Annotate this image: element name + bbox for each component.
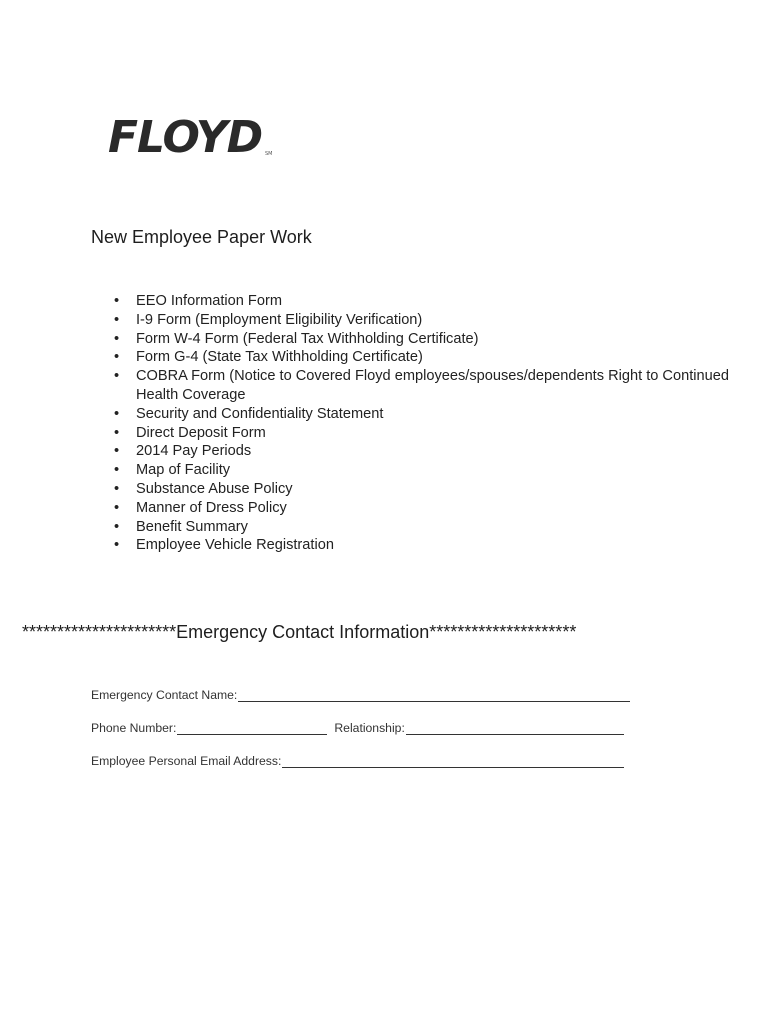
emergency-contact-name-label: Emergency Contact Name: bbox=[91, 688, 238, 702]
form-list-item bbox=[112, 518, 732, 537]
form-list-item-text: 2014 Pay Periods bbox=[136, 443, 252, 460]
bullet-icon: • bbox=[114, 405, 120, 422]
form-list-item bbox=[112, 348, 732, 367]
bullet-icon: • bbox=[114, 462, 120, 479]
bullet-icon: • bbox=[114, 480, 120, 497]
bullet-icon: • bbox=[114, 424, 120, 441]
page-title: New Employee Paper Work bbox=[91, 227, 312, 247]
form-list-item-text: COBRA Form (Notice to Covered Floyd employees/spouses/dependents Right to Continued Health Coverage bbox=[136, 368, 729, 403]
form-list-item bbox=[112, 330, 732, 349]
email-row bbox=[91, 754, 624, 768]
bullet-icon: • bbox=[114, 311, 120, 328]
phone-number-label: Phone Number: bbox=[91, 721, 177, 735]
relationship-label: Relationship: bbox=[334, 721, 405, 735]
bullet-icon: • bbox=[114, 499, 120, 516]
bullet-icon: • bbox=[114, 443, 120, 460]
phone-relationship-row bbox=[91, 721, 624, 735]
form-list-item bbox=[112, 442, 732, 461]
floyd-logo-graphic bbox=[108, 108, 278, 162]
form-list-item bbox=[112, 292, 732, 311]
emergency-contact-heading: **********************Emergency Contact Information********************* bbox=[22, 622, 577, 642]
personal-email-field[interactable] bbox=[282, 755, 624, 768]
bullet-icon: • bbox=[114, 368, 120, 385]
relationship-field[interactable] bbox=[406, 722, 624, 735]
form-list-item-text: I-9 Form (Employment Eligibility Verification) bbox=[136, 311, 423, 328]
form-list-item bbox=[112, 311, 732, 330]
forms-list bbox=[112, 292, 732, 555]
emergency-contact-name-row bbox=[91, 688, 630, 702]
bullet-icon: • bbox=[114, 330, 120, 347]
form-list-item-text: Employee Vehicle Registration bbox=[136, 537, 334, 554]
form-list-item-text: Map of Facility bbox=[136, 462, 231, 479]
phone-number-field[interactable] bbox=[177, 722, 327, 735]
form-list-item bbox=[112, 461, 732, 480]
emergency-contact-name-field[interactable] bbox=[238, 689, 630, 702]
form-list-item bbox=[112, 480, 732, 499]
form-list-item-text: Security and Confidentiality Statement bbox=[136, 405, 384, 422]
form-list-item-text: Manner of Dress Policy bbox=[136, 499, 287, 516]
form-list-item bbox=[112, 367, 732, 405]
form-list-item-text: EEO Information Form bbox=[136, 293, 282, 309]
bullet-icon: • bbox=[114, 349, 120, 366]
form-list-item-text: Substance Abuse Policy bbox=[136, 480, 293, 497]
floyd-logo bbox=[108, 108, 278, 162]
personal-email-label: Employee Personal Email Address: bbox=[91, 754, 282, 768]
form-list-item bbox=[112, 536, 732, 555]
form-list-item-text: Form G-4 (State Tax Withholding Certificate) bbox=[136, 349, 423, 366]
form-list-item-text: Benefit Summary bbox=[136, 518, 248, 535]
form-list-item bbox=[112, 499, 732, 518]
form-list-item-text: Form W-4 Form (Federal Tax Withholding Certificate) bbox=[136, 330, 479, 347]
form-list-item bbox=[112, 405, 732, 424]
bullet-icon: • bbox=[114, 537, 120, 554]
bullet-icon: • bbox=[114, 518, 120, 535]
logo-service-mark: SM bbox=[265, 151, 273, 157]
bullet-icon: • bbox=[114, 293, 120, 309]
logo-wordmark: FLOYD bbox=[108, 112, 263, 162]
form-list-item-text: Direct Deposit Form bbox=[136, 424, 266, 441]
form-list-item bbox=[112, 424, 732, 443]
